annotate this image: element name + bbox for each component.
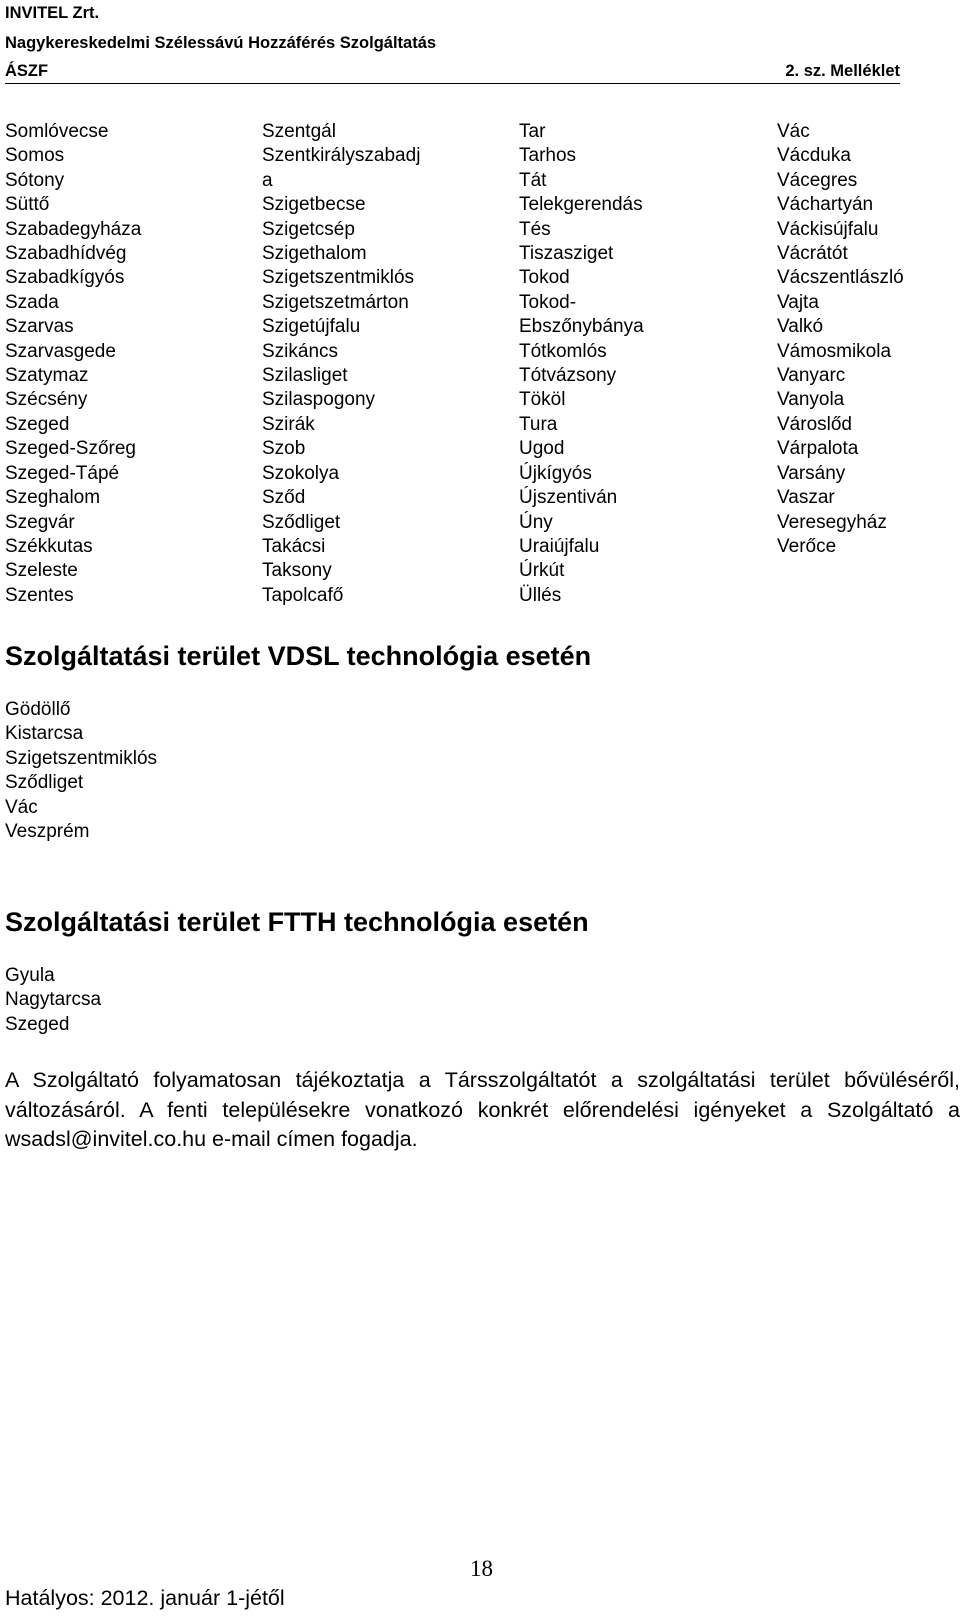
settlement-name: Tótvázsony: [519, 365, 617, 387]
settlement-name: Szécsény: [5, 389, 88, 411]
settlement-name: Szob: [262, 438, 306, 460]
settlement-name: Szatymaz: [5, 365, 89, 387]
settlement-name: Szigetújfalu: [262, 316, 361, 338]
service-note: A Szolgáltató folyamatosan tájékoztatja a Társszolgáltatót a szolgáltatási terület bővüléséről, változásáról. A fenti településekre vonatkozó konkrét előrendelési igényeket a Szolgáltató a wsadsl@invitel.co.hu e-mail címen fogadja.: [5, 1068, 960, 1151]
settlement-name: Szentgál: [262, 121, 336, 142]
settlement-name: Székkutas: [5, 535, 93, 557]
settlement-column-3: [519, 120, 759, 608]
company-name: INVITEL Zrt.: [5, 4, 100, 22]
settlement-name: Tótkomlós: [519, 340, 607, 362]
settlement-name: Szigetszentmiklós: [262, 267, 415, 289]
ftth-settlement: Nagytarcsa: [5, 989, 102, 1011]
settlement-name: Tura: [519, 413, 558, 435]
settlement-name: Somlóvecse: [5, 121, 109, 142]
settlement-name: Vácegres: [777, 169, 858, 191]
ftth-settlement: Szeged: [5, 1013, 70, 1035]
settlement-name: Sződ: [262, 487, 306, 509]
settlement-name: Vácszentlászló: [777, 267, 904, 289]
settlement-name: Takácsi: [262, 535, 326, 557]
page-number: 18: [470, 1556, 493, 1581]
settlement-name: Ugod: [519, 438, 565, 460]
settlement-name: Szigetszetmárton: [262, 291, 409, 313]
settlement-name: Vanyola: [777, 389, 845, 411]
vdsl-settlement: Sződliget: [5, 772, 84, 794]
settlement-name: Taksony: [262, 560, 332, 582]
settlement-name: a: [262, 169, 273, 191]
settlement-name: Váchartyán: [777, 194, 874, 216]
settlement-name: Szarvas: [5, 316, 74, 338]
settlement-name: Úny: [519, 511, 553, 533]
settlement-name: Tés: [519, 218, 551, 240]
settlement-name: Szigethalom: [262, 243, 367, 265]
settlement-name: Verőce: [777, 535, 837, 557]
settlement-name: Vácrátót: [777, 243, 848, 265]
settlement-name: Tokod: [519, 267, 570, 289]
settlement-name: Szada: [5, 291, 59, 313]
settlement-name: Szokolya: [262, 462, 340, 484]
settlement-name: Vanyarc: [777, 365, 846, 387]
settlement-name: Szirák: [262, 413, 315, 435]
settlement-name: Vácduka: [777, 145, 851, 167]
settlement-name: Tarhos: [519, 145, 577, 167]
settlement-column-1: [5, 120, 245, 608]
settlement-name: Tiszasziget: [519, 243, 614, 265]
settlement-name: Vajta: [777, 291, 819, 313]
page-header: [5, 0, 900, 84]
doc-code: ÁSZF: [5, 62, 49, 80]
settlement-name: Szentes: [5, 584, 74, 606]
vdsl-settlement: Szigetszentmiklós: [5, 747, 158, 769]
settlement-name: Újszentiván: [519, 487, 618, 509]
settlement-name: Szikáncs: [262, 340, 339, 362]
settlement-name: Szabadkígyós: [5, 267, 125, 289]
vdsl-settlement: Veszprém: [5, 821, 90, 843]
settlement-name: Tát: [519, 169, 547, 191]
vdsl-settlement: Gödöllő: [5, 699, 71, 720]
settlement-name: Somos: [5, 145, 65, 167]
settlement-name: Valkó: [777, 316, 824, 338]
settlement-name: Tokod-: [519, 291, 577, 313]
settlement-name: Varsány: [777, 462, 846, 484]
settlement-name: Uraiújfalu: [519, 535, 600, 557]
settlement-name: Szegvár: [5, 511, 75, 533]
settlement-name: Sótony: [5, 169, 65, 191]
settlement-name: Vác: [777, 121, 810, 142]
settlement-name: Üllés: [519, 584, 562, 606]
settlement-name: Szeged-Tápé: [5, 462, 120, 484]
appendix-label: 2. sz. Melléklet: [785, 62, 900, 80]
settlement-name: Tapolcafő: [262, 584, 344, 606]
settlement-name: Úrkút: [519, 560, 565, 582]
settlement-name: Szeleste: [5, 560, 78, 582]
vdsl-list: [5, 698, 157, 844]
vdsl-settlement: Vác: [5, 796, 38, 818]
header-rule-row: [5, 60, 900, 84]
settlement-name: Tököl: [519, 389, 566, 411]
settlement-name: Szarvasgede: [5, 340, 116, 362]
settlement-name: Szabadegyháza: [5, 218, 142, 240]
settlement-name: Süttő: [5, 194, 50, 216]
settlement-name: Sződliget: [262, 511, 341, 533]
ftth-heading: Szolgáltatási terület FTTH technológia esetén: [5, 907, 589, 937]
settlement-column-2: [262, 120, 502, 608]
settlement-name: Szentkirályszabadj: [262, 145, 421, 167]
settlement-name: Szilasliget: [262, 365, 348, 387]
settlement-name: Telekgerendás: [519, 194, 643, 216]
settlement-name: Szabadhídvég: [5, 243, 127, 265]
settlement-name: Vaszar: [777, 487, 835, 509]
settlement-name: Vámosmikola: [777, 340, 892, 362]
settlement-name: Váckisújfalu: [777, 218, 879, 240]
settlement-name: Veresegyház: [777, 511, 887, 533]
vdsl-settlement: Kistarcsa: [5, 723, 84, 745]
settlement-name: Szigetcsép: [262, 218, 355, 240]
settlement-name: Szigetbecse: [262, 194, 366, 216]
vdsl-heading: Szolgáltatási terület VDSL technológia esetén: [5, 641, 592, 671]
service-name: Nagykereskedelmi Szélessávú Hozzáférés Szolgáltatás: [5, 34, 437, 52]
settlement-name: Szeged: [5, 413, 70, 435]
settlement-name: Tar: [519, 121, 546, 142]
effective-date: Hatályos: 2012. január 1-jétől: [5, 1586, 285, 1610]
settlement-name: Újkígyós: [519, 462, 592, 484]
settlement-name: Városlőd: [777, 413, 852, 435]
ftth-settlement: Gyula: [5, 965, 55, 986]
settlement-name: Várpalota: [777, 438, 859, 460]
ftth-list: [5, 964, 101, 1037]
settlement-name: Ebszőnybánya: [519, 316, 644, 338]
settlement-column-4: [777, 120, 960, 559]
settlement-name: Szeged-Szőreg: [5, 438, 136, 460]
settlement-name: Szeghalom: [5, 487, 101, 509]
settlement-name: Szilaspogony: [262, 389, 376, 411]
